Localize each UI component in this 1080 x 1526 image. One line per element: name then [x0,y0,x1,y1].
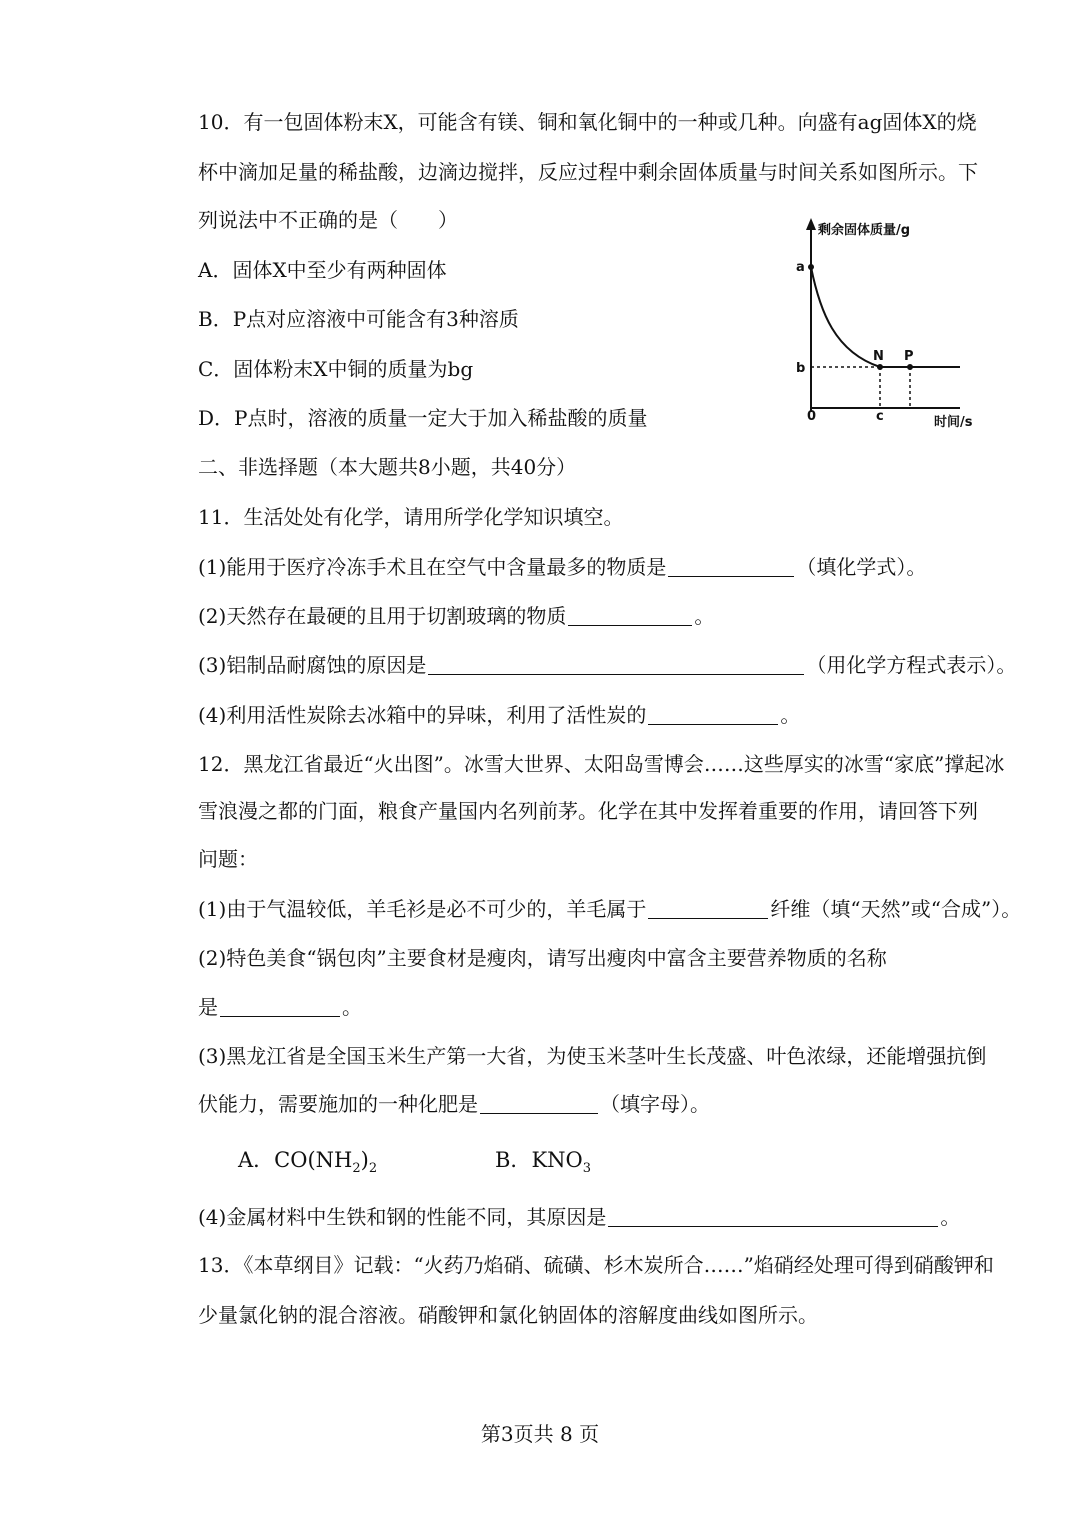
remaining-solid-mass-graph [780,212,990,442]
q11-p3-suffix: （用化学方程式表示）。 [806,653,1017,677]
q12-stem-line2: 雪浪漫之都的门面，粮食产量国内名列前茅。化学在其中发挥着重要的作用，请回答下列 [198,799,978,823]
q11-p1-text: (1)能用于医疗冷冻手术且在空气中含量最多的物质是 [198,555,667,579]
q11-part4 [198,701,1020,729]
q12-p2-text: 是 [198,995,218,1019]
q12-part3-line1: (3)黑龙江省是全国玉米生产第一大省，为使玉米茎叶生长茂盛、叶色浓绿，还能增强抗倒 [198,1044,987,1068]
q12-stem-line1: 12．黑龙江省最近“火出图”。冰雪大世界、太阳岛雪博会……这些厚实的冰雪“家底”撑起冰 [198,752,1005,776]
q12-opt-b-formula: KNO [531,1148,583,1172]
q12-part2-line1: (2)特色美食“锅包肉”主要食材是瘦肉，请写出瘦肉中富含主要营养物质的名称 [198,946,887,970]
q10-option-a: A．固体X中至少有两种固体 [198,258,447,282]
q12-p4-text: (4)金属材料中生铁和钢的性能不同，其原因是 [198,1205,607,1229]
q13-stem-line1: 13．《本草纲目》记载：“火药乃焰硝、硫磺、杉木炭所合……”焰硝经处理可得到硝酸钾和 [198,1253,994,1277]
q11-p4-text: (4)利用活性炭除去冰箱中的异味，利用了活性炭的 [198,703,647,727]
graph-origin: 0 [807,409,817,424]
q11-p2-blank [568,605,692,626]
q12-part2-line2 [198,993,1020,1021]
q12-part4 [198,1203,1020,1231]
graph-label-p: P [904,349,914,364]
q12-part3-line2 [198,1090,1020,1118]
q11-part2 [198,602,1020,630]
q10-option-d: D．P点时，溶液的质量一定大于加入稀盐酸的质量 [198,406,648,430]
q12-p1-blank [648,898,768,919]
q11-p2-suffix: 。 [694,604,715,628]
q12-p2-suffix: 。 [342,995,362,1019]
q12-opt-a-sub: 2 [352,1161,361,1176]
q12-p3-suffix: （填字母）。 [600,1092,710,1116]
q12-opt-b-sub: 3 [582,1161,591,1176]
q12-opt-a-sub2: 2 [368,1161,378,1176]
graph-label-b: b [796,361,806,376]
q12-p4-blank [608,1206,938,1227]
graph-ylabel: 剩余固体质量/g [818,223,911,238]
q12-p2-blank [220,996,340,1017]
q11-stem: 11．生活处处有化学，请用所学化学知识填空。 [198,505,624,529]
q11-part1 [198,553,1020,581]
q12-p4-suffix: 。 [940,1205,961,1229]
q12-p1-text: (1)由于气温较低，羊毛衫是必不可少的，羊毛属于 [198,897,647,921]
q11-p4-blank [648,704,778,725]
q11-part3 [198,651,1020,679]
q11-p4-suffix: 。 [780,703,801,727]
q10-option-b: B．P点对应溶液中可能含有3种溶质 [198,307,519,331]
q11-p1-blank [668,556,794,577]
q10-stem-line1: 10．有一包固体粉末X，可能含有镁、铜和氧化铜中的一种或几种。向盛有ag固体X的烧 [198,110,977,134]
graph-label-n: N [873,349,884,364]
page-number: 第3页共 8 页 [480,1422,600,1446]
q13-stem-line2: 少量氯化钠的混合溶液。硝酸钾和氯化钠固体的溶解度曲线如图所示。 [198,1303,818,1327]
graph-point-p [907,364,913,370]
q12-part1 [198,895,1020,923]
q12-opt-a-formula: CO(NH [274,1148,353,1172]
q12-opt-a-prefix: A． [238,1148,275,1172]
q12-p3-blank [480,1093,598,1114]
q12-stem-line3: 问题： [198,847,258,871]
q12-option-a [238,1146,377,1183]
q12-opt-a-close: ) [360,1148,369,1172]
graph-curve [811,267,960,367]
graph-label-a: a [796,260,805,275]
graph-point-a [808,264,814,270]
q11-p3-text: (3)铝制品耐腐蚀的原因是 [198,653,427,677]
q11-p2-text: (2)天然存在最硬的且用于切割玻璃的物质 [198,604,567,628]
q11-p3-blank [428,654,804,675]
q12-p1-suffix: 纤维（填“天然”或“合成”）。 [770,897,1022,921]
q12-option-b [495,1146,591,1183]
section2-title: 二、非选择题（本大题共8小题，共40分） [198,455,577,479]
graph-y-arrow [806,218,816,230]
graph-point-n [877,364,883,370]
q10-stem-line2: 杯中滴加足量的稀盐酸，边滴边搅拌，反应过程中剩余固体质量与时间关系如图所示。下 [198,160,978,184]
q12-opt-b-prefix: B． [495,1148,532,1172]
graph-xlabel: 时间/s [934,415,973,430]
q10-stem-line3: 列说法中不正确的是（ ） [198,208,458,232]
q10-option-c: C．固体粉末X中铜的质量为bg [198,357,474,381]
graph-label-c: c [876,409,884,424]
q12-p3-text: 伏能力，需要施加的一种化肥是 [198,1092,478,1116]
q11-p1-suffix: （填化学式）。 [796,555,927,579]
